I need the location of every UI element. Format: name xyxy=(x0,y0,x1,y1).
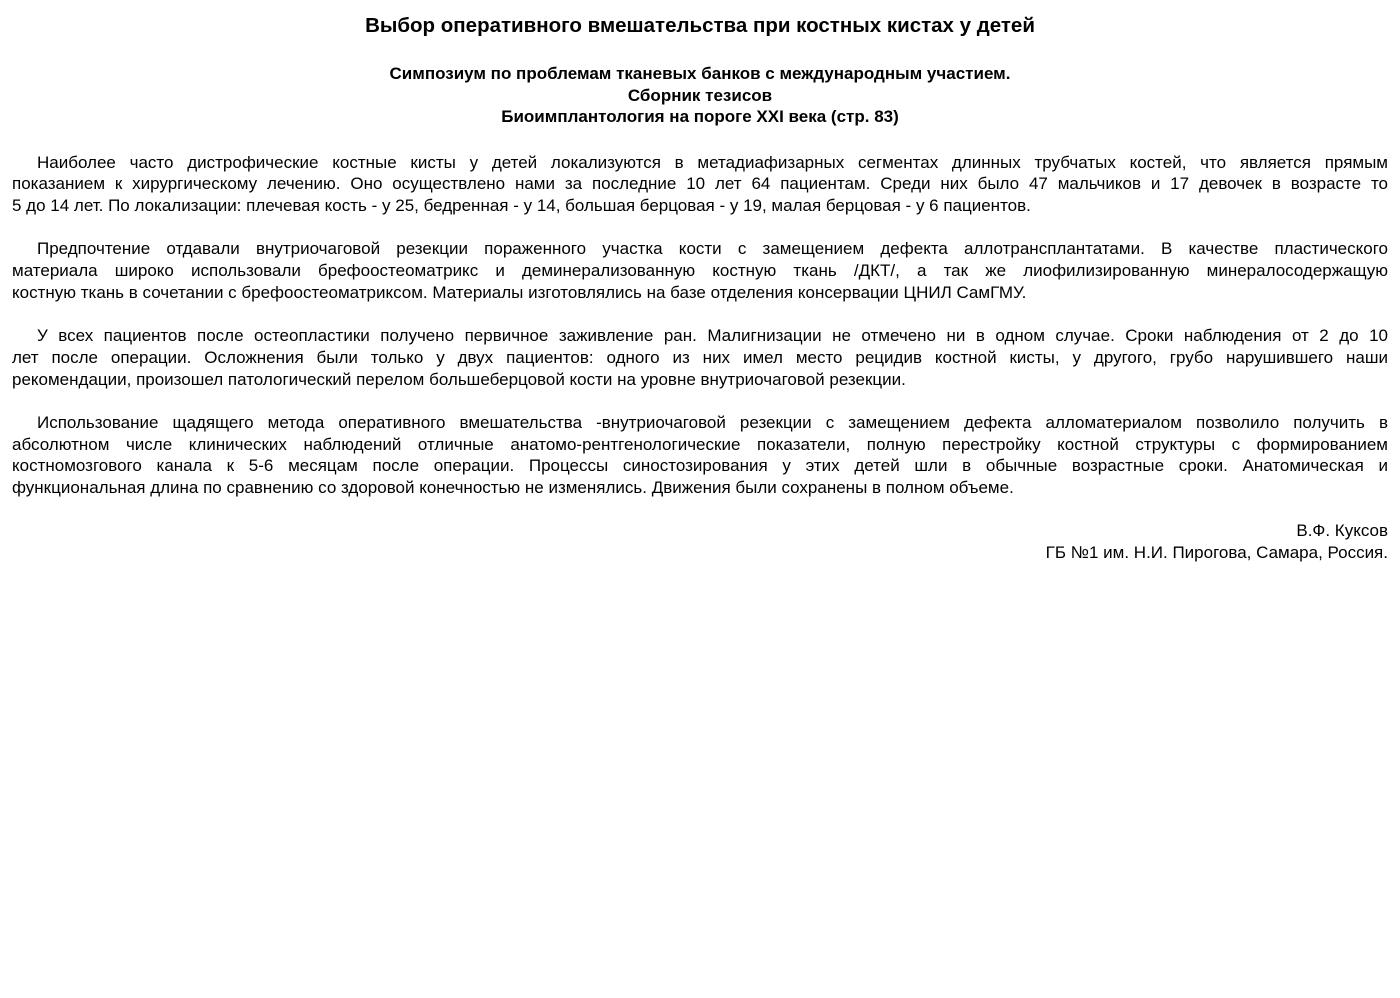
subtitle-line-collection: Сборник тезисов xyxy=(627,85,773,105)
signature-block xyxy=(12,520,1388,563)
subtitle-line-bioimplantology: Биоимплантология на пороге XXI века (стр. 83) xyxy=(501,107,899,126)
body-line: функциональная длина по сравнению со здоровой конечностью не изменялись. Движения были сохранены в полном объеме. xyxy=(12,478,1014,497)
body-line: Наиболее часто дистрофические костные кисты у детей локализуются в метадиафизарных сегментах длинных трубчатых костей, что является прямым xyxy=(37,152,1388,172)
body-line: костную ткань в сочетании с брефоостеоматриксом. Материалы изготовлялись на базе отделения консервации ЦНИЛ СамГМУ. xyxy=(12,282,1027,302)
document-title: Выбор оперативного вмешательства при костных кистах у детей xyxy=(365,14,1035,37)
paragraph-results xyxy=(12,325,1388,390)
signature-author: В.Ф. Куксов xyxy=(1296,521,1388,541)
document-body xyxy=(12,152,1388,499)
paragraph-conclusion xyxy=(12,412,1388,499)
body-line: показанием к хирургическому лечению. Оно осуществлено нами за последние 10 лет 64 пациентам. Среди них было 47 мальчиков и 17 девочек в возрасте то xyxy=(12,174,1388,194)
body-line: костномозгового канала к 5-6 месяцам после операции. Процессы синостозирования у этих детей шли в обычные возрастные сроки. Анатомическая и xyxy=(12,456,1388,476)
body-line: материала широко использовали брефоостеоматрикс и деминерализованную костную ткань /ДКТ/, а так же лиофилизированную минералосодержащую xyxy=(12,261,1388,280)
body-line: Предпочтение отдавали внутриочаговой резекции пораженного участка кости с замещением дефекта аллотрансплантатами. В качестве пластического xyxy=(37,239,1388,259)
signature-affiliation: ГБ №1 им. Н.И. Пирогова, Самара, Россия. xyxy=(1045,543,1388,563)
paragraph-method-materials xyxy=(12,238,1388,303)
paragraph-localization xyxy=(12,152,1388,217)
body-line: У всех пациентов после остеопластики получено первичное заживление ран. Малигнизации не отмечено ни в одном случае. Сроки наблюдения от 2 до 10 xyxy=(37,326,1388,346)
document-subtitle xyxy=(12,63,1388,128)
body-line: абсолютном числе клинических наблюдений отличные анатомо-рентгенологические показатели, полную перестройку костной структуры с формированием xyxy=(12,434,1388,454)
body-line: 5 до 14 лет. По локализации: плечевая кость - у 25, бедренная - у 14, большая берцовая - у 19, малая берцовая - у 6 пациентов. xyxy=(12,195,1031,215)
subtitle-line-symposium: Симпозиум по проблемам тканевых банков с международным участием. xyxy=(389,64,1011,83)
body-line: лет после операции. Осложнения были только у двух пациентов: одного из них имел место рецидив костной кисты, у другого, грубо нарушившего наши xyxy=(12,347,1388,367)
body-line: Использование щадящего метода оперативного вмешательства -внутриочаговой резекции с замещением дефекта алломатериалом позволило получить в xyxy=(37,412,1388,432)
body-line: рекомендации, произошел патологический перелом большеберцовой кости на уровне внутриочаговой резекции. xyxy=(12,369,906,389)
